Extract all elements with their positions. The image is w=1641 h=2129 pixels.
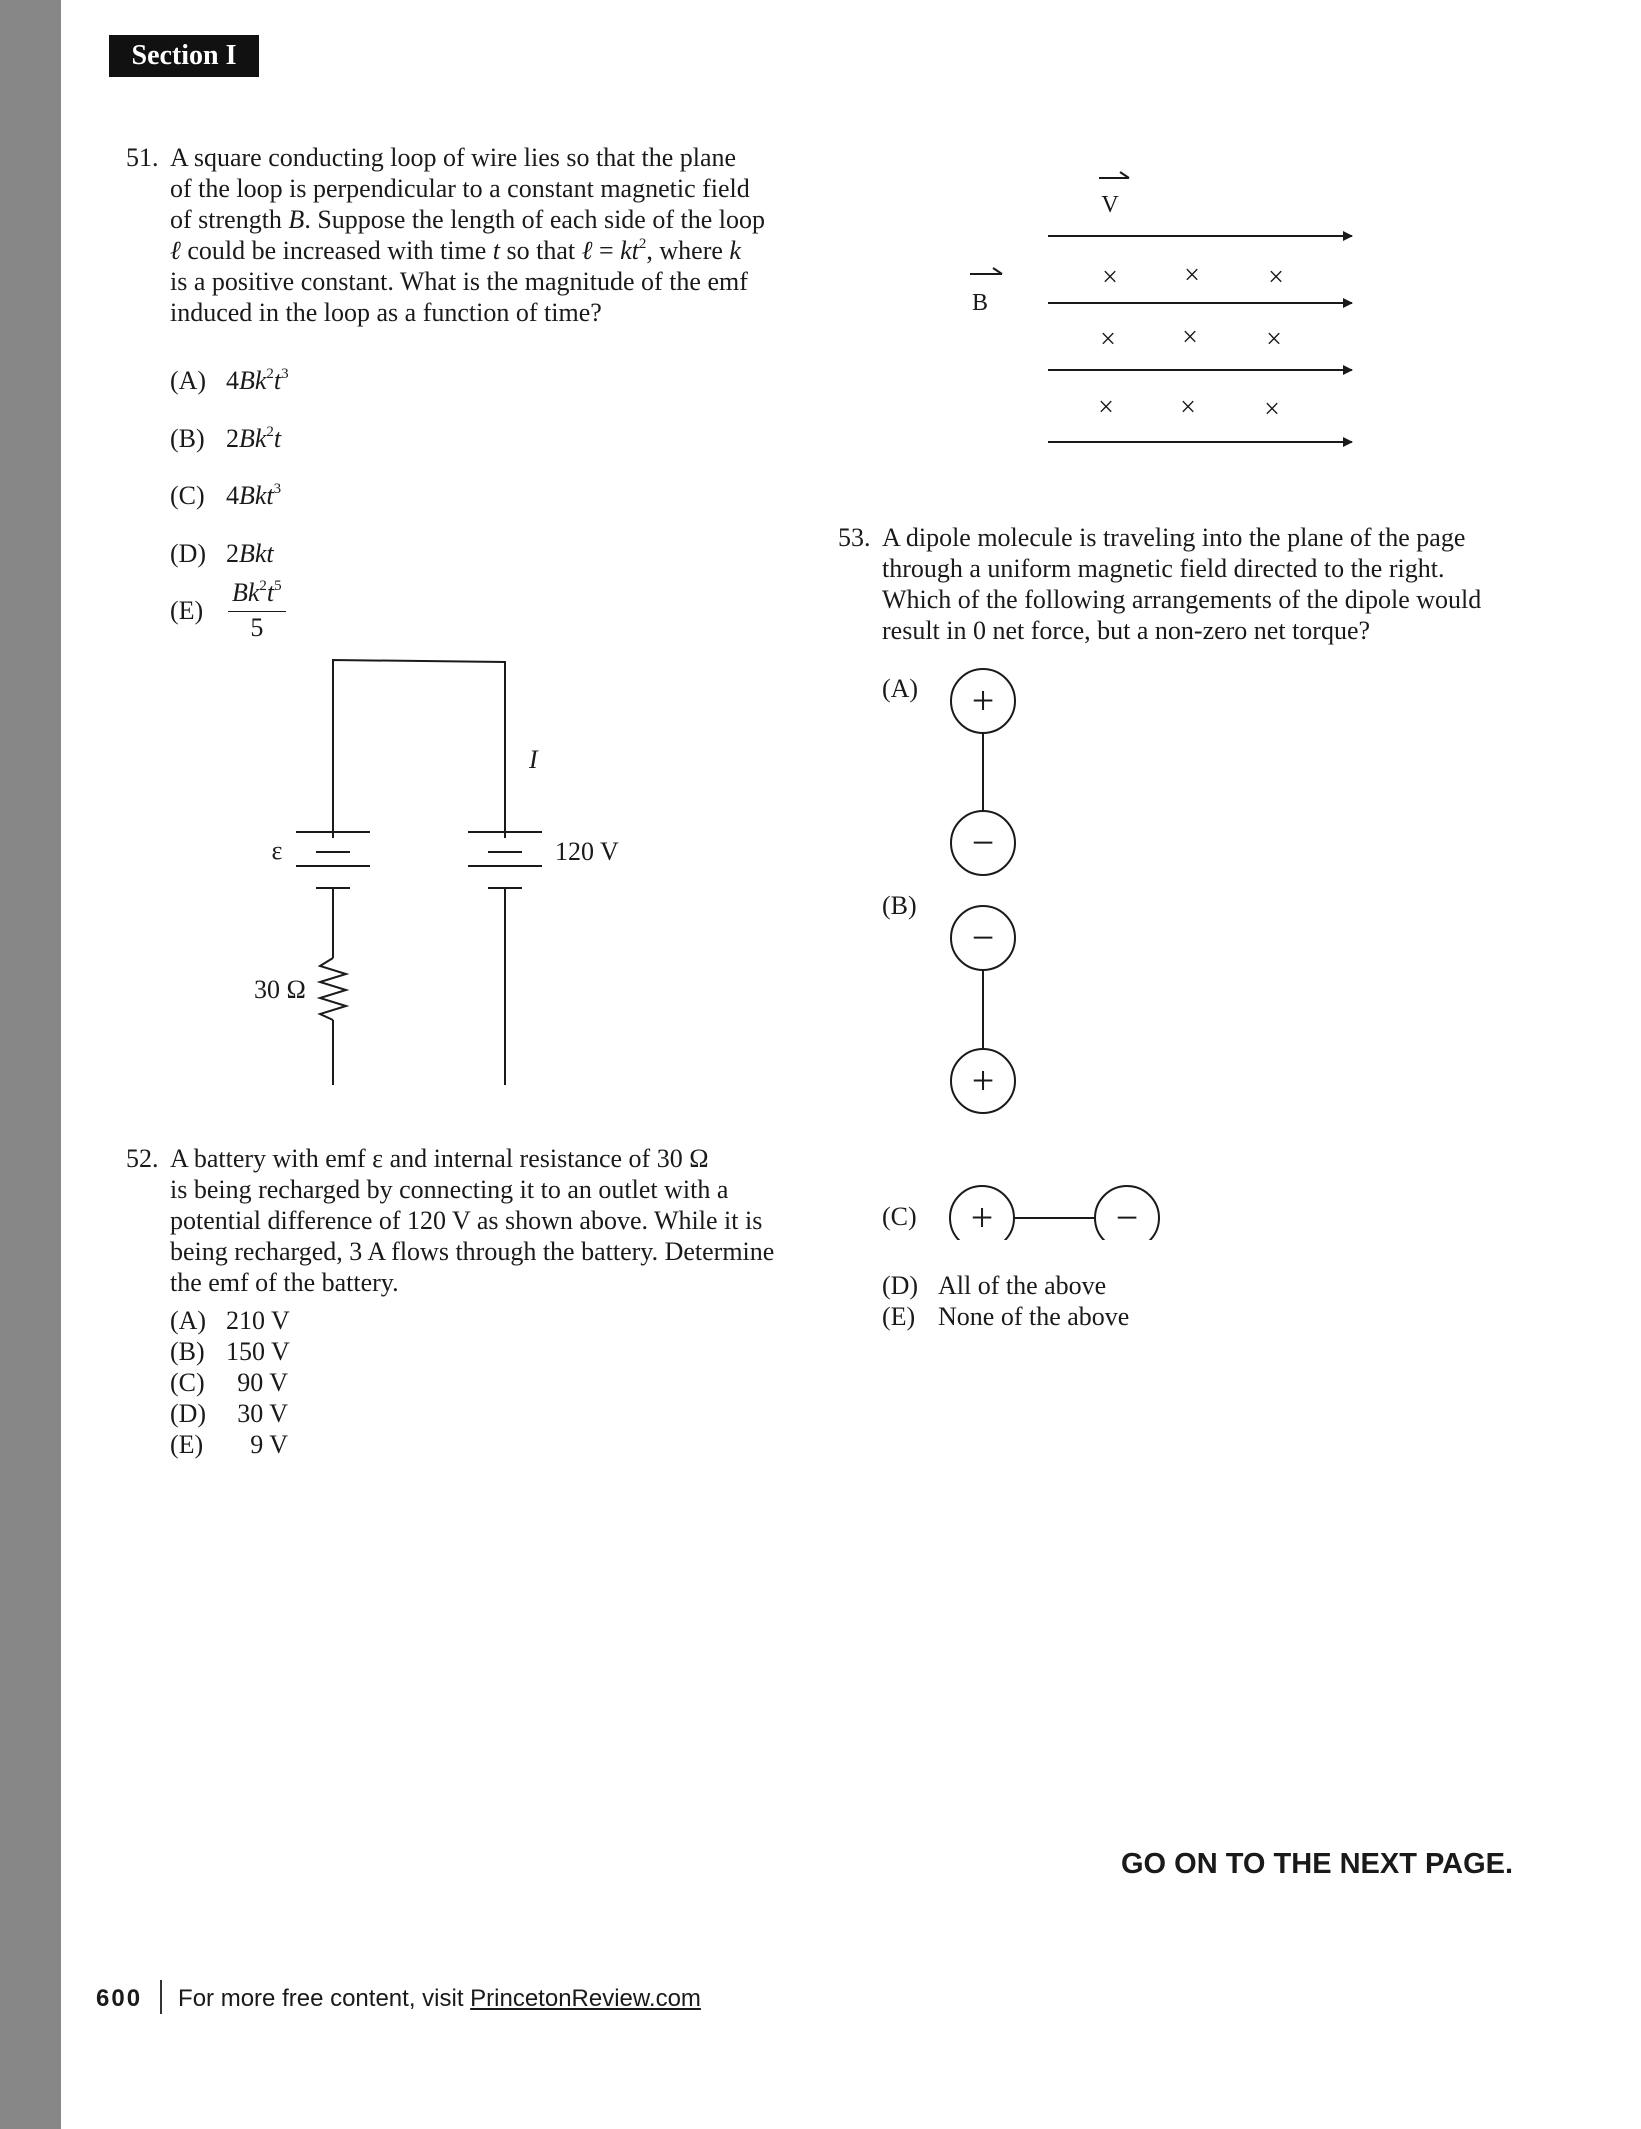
choice-label: (A) — [170, 366, 207, 395]
go-next-page: GO ON TO THE NEXT PAGE. — [1121, 1848, 1514, 1880]
exponent: 2 — [638, 236, 647, 252]
text-line: being recharged, 3 A flows through the battery. Determine — [170, 1237, 775, 1266]
circuit-wire — [333, 660, 505, 828]
field-label: B — [971, 290, 989, 316]
into-page-marker: × — [1264, 394, 1280, 425]
var-kt: kt — [620, 236, 639, 265]
question-number: 51. — [126, 143, 159, 172]
var-b: B — [288, 205, 305, 234]
text-line: potential difference of 120 V as shown above. While it is — [170, 1206, 763, 1235]
choice-value: 90 V — [237, 1368, 288, 1397]
var: Bk — [232, 578, 260, 607]
var-t: t — [492, 236, 500, 265]
text-span: of strength — [170, 205, 289, 234]
text-line: Which of the following arrangements of the dipole would — [882, 585, 1482, 614]
choice-value: 30 V — [237, 1399, 288, 1428]
question-number: 52. — [126, 1144, 159, 1173]
footer-link[interactable]: PrincetonReview.com — [470, 1985, 701, 2012]
text-line: A dipole molecule is traveling into the plane of the page — [882, 523, 1466, 552]
field-diagram — [900, 150, 1380, 470]
choice-label: (B) — [882, 891, 917, 920]
exponent: 2 — [266, 366, 274, 382]
into-page-marker: × — [1098, 392, 1114, 423]
choice-label: (C) — [170, 481, 205, 510]
exponent: 3 — [273, 481, 282, 497]
minus-sign: − — [971, 915, 995, 960]
resistance-label: 30 Ω — [254, 975, 306, 1004]
var: Bk — [239, 366, 267, 395]
choice-text: All of the above — [938, 1271, 1107, 1300]
text-span: , where — [646, 236, 730, 265]
text-span: so that — [499, 236, 582, 265]
choice-label: (B) — [170, 1337, 205, 1366]
choice-53-e[interactable] — [882, 1302, 1129, 1332]
coef: 2 — [226, 424, 239, 453]
text-line: A battery with emf ε and internal resistance of 30 Ω — [170, 1144, 709, 1173]
page-number: 600 — [96, 1985, 143, 2012]
coef: 2 — [226, 539, 239, 568]
var: t — [273, 424, 282, 453]
circuit-diagram — [0, 0, 700, 1100]
resistor-icon — [320, 958, 346, 1020]
coef: 4 — [226, 366, 239, 395]
text-line: result in 0 net force, but a non-zero net torque? — [882, 616, 1371, 645]
into-page-marker: × — [1266, 324, 1282, 355]
text-line: A square conducting loop of wire lies so that the plane — [170, 143, 737, 172]
into-page-marker: × — [1180, 392, 1196, 423]
text-line: the emf of the battery. — [170, 1268, 399, 1297]
into-page-marker: × — [1184, 260, 1200, 291]
choice-label: (A) — [170, 1306, 207, 1335]
choice-value: 210 V — [226, 1306, 290, 1335]
text-line: is being recharged by connecting it to an outlet with a — [170, 1175, 729, 1204]
exponent: 3 — [281, 366, 289, 382]
text-span: = — [592, 236, 621, 265]
footer-divider — [160, 1980, 162, 2014]
choice-label: (A) — [882, 674, 919, 703]
choice-label: (E) — [170, 1430, 204, 1459]
choice-label: (D) — [170, 539, 207, 568]
var-k: k — [729, 236, 741, 265]
var-ell: ℓ — [581, 236, 593, 265]
choice-label: (D) — [882, 1271, 919, 1300]
var: Bkt — [239, 481, 274, 510]
coef: 4 — [226, 481, 239, 510]
exponent: 2 — [266, 424, 274, 440]
text-line: induced in the loop as a function of time? — [170, 298, 602, 327]
into-page-marker: × — [1268, 262, 1284, 293]
text-span: . Suppose the length of each side of the loop — [304, 205, 765, 234]
into-page-marker: × — [1102, 262, 1118, 293]
into-page-marker: × — [1182, 322, 1198, 353]
footer-text: For more free content, visit — [178, 1985, 471, 2012]
choice-text: None of the above — [938, 1302, 1130, 1331]
choice-label: (D) — [170, 1399, 207, 1428]
text-line: is a positive constant. What is the magnitude of the emf — [170, 267, 748, 296]
section-badge: Section I — [109, 35, 259, 77]
choice-value: 9 V — [250, 1430, 288, 1459]
choice-52-a[interactable] — [170, 1306, 288, 1336]
choice-label: (B) — [170, 424, 205, 453]
minus-sign: − — [971, 820, 995, 865]
var: Bkt — [239, 539, 274, 568]
text-span: could be increased with time — [180, 236, 493, 265]
choice-label: (E) — [170, 596, 204, 625]
choice-label: (C) — [170, 1368, 205, 1397]
into-page-marker: × — [1100, 324, 1116, 355]
denominator: 5 — [250, 613, 264, 642]
exponent: 2 — [259, 578, 267, 594]
var: t — [273, 366, 282, 395]
question-text — [170, 1143, 774, 1298]
choice-label: (E) — [882, 1302, 916, 1331]
voltage-label: 120 V — [555, 837, 619, 866]
current-label: I — [529, 745, 538, 774]
text-line: of the loop is perpendicular to a constant magnetic field — [170, 174, 750, 203]
choice-label: (C) — [882, 1202, 917, 1231]
plus-sign: + — [971, 678, 995, 723]
page-footer — [96, 1980, 701, 2014]
text-line: through a uniform magnetic field directed to the right. — [882, 554, 1445, 583]
minus-sign: − — [1115, 1195, 1139, 1240]
question-number: 53. — [838, 523, 871, 552]
var: t — [266, 578, 275, 607]
question-text — [882, 522, 1481, 646]
plus-sign: + — [971, 1058, 995, 1103]
choice-52-b[interactable] — [170, 1337, 288, 1367]
dipole-diagrams — [900, 640, 1200, 1240]
choice-53-d[interactable] — [882, 1271, 1106, 1301]
velocity-label: V — [1101, 192, 1119, 218]
choice-52-e[interactable] — [170, 1430, 288, 1460]
emf-label: ε — [271, 836, 283, 865]
var: Bk — [239, 424, 267, 453]
var-ell: ℓ — [170, 236, 181, 265]
choice-52-d[interactable] — [170, 1399, 288, 1429]
choice-52-c[interactable] — [170, 1368, 288, 1398]
choice-value: 150 V — [226, 1337, 290, 1366]
plus-sign: + — [970, 1195, 994, 1240]
exponent: 5 — [274, 578, 282, 594]
